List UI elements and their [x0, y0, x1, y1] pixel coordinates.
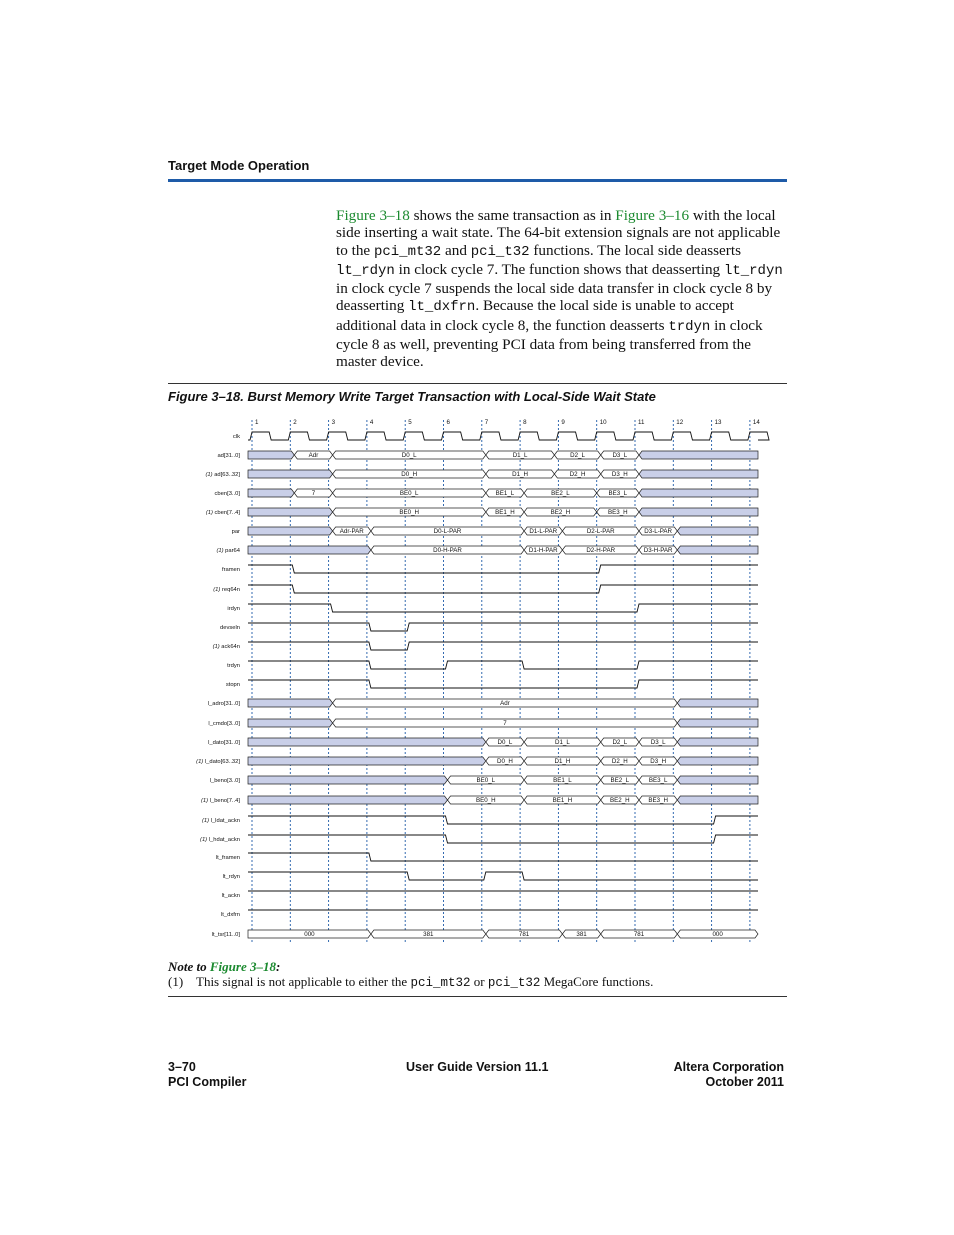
signal-waveform — [248, 872, 758, 880]
bus-value: BE3_H — [648, 797, 668, 804]
publication-date: October 2011 — [705, 1075, 784, 1089]
signal-name: clk — [232, 434, 240, 440]
bus-value: BE1_L — [495, 490, 515, 497]
note-title — [168, 959, 280, 975]
bus-value: D0_L — [401, 452, 417, 459]
bus-segment — [677, 796, 758, 804]
code: trdyn — [668, 318, 711, 335]
figure-caption: Figure 3–18. Burst Memory Write Target Transaction with Local-Side Wait State — [168, 389, 656, 404]
figure-link[interactable]: Figure 3–18 — [336, 207, 410, 224]
note-title-prefix: Note to — [168, 959, 210, 974]
bus-value: D1_L — [555, 739, 570, 746]
bus-value: 000 — [712, 931, 723, 938]
bus-value: 381 — [576, 931, 587, 938]
bus-segment — [248, 451, 294, 459]
bus-segment — [248, 527, 333, 535]
bus-segment — [639, 451, 758, 459]
signal-waveform — [248, 853, 758, 861]
bus-value: BE0_H — [475, 797, 496, 804]
signal-name: ad[31..0] — [217, 453, 240, 459]
text: MegaCore functions. — [540, 974, 654, 989]
bus-value: D0_L — [497, 739, 513, 746]
code: pci_mt32 — [410, 976, 471, 990]
text: This signal is not applicable to either the — [196, 974, 411, 989]
clock-number: 12 — [676, 419, 684, 426]
figure-link[interactable]: Figure 3–16 — [615, 207, 690, 224]
text: functions. The local side deasserts — [529, 241, 741, 259]
signal-name: l_adro[31..0] — [207, 701, 240, 707]
bus-segment — [677, 738, 758, 746]
clock-number: 13 — [714, 419, 722, 426]
clock-number: 11 — [638, 419, 645, 426]
clock-number: 14 — [752, 419, 760, 426]
bus-value: D3-H-PAR — [643, 547, 673, 554]
text: . Because the local side is unable to accept additional data in clock cycle 8, the function deasserts — [336, 297, 734, 334]
bus-value: D1_H — [512, 471, 529, 478]
bus-segment — [248, 470, 333, 478]
code: lt_rdyn — [336, 262, 395, 279]
bus-value: BE0_L — [399, 490, 419, 497]
signal-name: (1) req64n — [213, 587, 240, 593]
clock-number: 8 — [523, 419, 527, 426]
bus-value: 7 — [503, 720, 507, 727]
signal-waveform — [248, 661, 758, 669]
bus-value: Adr — [308, 452, 319, 459]
bus-segment — [248, 796, 448, 804]
signal-name: (1) l_ldat_ackn — [201, 818, 240, 824]
clock-number: 4 — [369, 419, 374, 426]
bus-value: D3_L — [612, 452, 628, 459]
bus-segment — [677, 546, 758, 554]
clock-number: 3 — [331, 419, 336, 426]
signal-waveform — [248, 816, 758, 824]
bus-value: BE3_L — [608, 490, 628, 497]
bus-value: BE2_L — [610, 777, 630, 784]
bus-value: D2_L — [570, 452, 585, 459]
bus-segment — [677, 527, 758, 535]
clock-number: 2 — [293, 419, 297, 426]
signal-name: par — [231, 529, 240, 535]
figure-bottom-rule — [168, 996, 787, 997]
signal-name: irdyn — [227, 606, 240, 612]
clock-number: 1 — [255, 419, 259, 426]
signal-waveform — [248, 835, 758, 843]
bus-segment — [248, 508, 333, 516]
bus-segment — [677, 776, 758, 784]
text: with the local side inserting a wait state. The 64-bit extension signals are not applicable to the — [336, 207, 781, 259]
code: pci_t32 — [487, 976, 541, 990]
bus-segment — [248, 546, 371, 554]
bus-value: BE2_H — [610, 797, 630, 804]
signal-name: (1) ack64n — [212, 644, 240, 650]
bus-value: D0-L-PAR — [433, 528, 462, 535]
signal-name: framen — [221, 567, 240, 573]
bus-segment — [677, 699, 758, 707]
bus-segment — [248, 699, 333, 707]
figure-link[interactable]: Figure 3–18 — [209, 959, 276, 974]
signal-name: lt_rdyn — [222, 874, 240, 880]
text: and — [441, 241, 471, 259]
text: in clock cycle 7. The function shows that deasserting — [394, 260, 724, 278]
signal-name: (1) par64 — [216, 548, 240, 554]
bus-value: BE2_H — [550, 509, 571, 516]
bus-value: 781 — [633, 931, 645, 938]
bus-value: D1-L-PAR — [529, 528, 558, 535]
signal-waveform — [248, 604, 758, 612]
signal-waveform — [248, 680, 758, 688]
figure-top-rule — [168, 383, 787, 384]
bus-value: Adr-PAR — [339, 528, 364, 535]
bus-segment — [248, 757, 486, 765]
code: lt_dxfrn — [408, 299, 476, 316]
bus-value: 381 — [423, 931, 434, 938]
signal-waveform — [248, 585, 758, 593]
bus-value: D3_H — [611, 471, 628, 478]
bus-value: D0_H — [497, 758, 513, 765]
guide-version: User Guide Version 11.1 — [406, 1060, 549, 1074]
signal-waveform — [248, 623, 758, 631]
signal-name: l_dato[31..0] — [208, 740, 240, 746]
signal-name: l_cmdo[3..0] — [208, 721, 240, 727]
text: in clock cycle 8 as well, preventing PCI data from being transferred from the master device. — [336, 316, 763, 371]
header-rule — [168, 179, 787, 182]
bus-value: BE1_H — [495, 509, 515, 516]
bus-value: BE0_H — [399, 509, 420, 516]
bus-value: D1_L — [512, 452, 528, 459]
signal-waveform — [248, 565, 758, 573]
bus-segment — [248, 719, 333, 727]
bus-segment — [248, 776, 448, 784]
bus-value: D1_H — [554, 758, 571, 765]
code: pci_mt32 — [373, 243, 442, 260]
note-item — [168, 974, 653, 990]
text: in clock cycle 7 suspends the local side data transfer in clock cycle 8 by deasserting — [336, 280, 773, 315]
text: or — [470, 974, 488, 989]
signal-name: stopn — [225, 682, 240, 688]
bus-value: BE1_L — [553, 777, 572, 784]
bus-segment — [677, 757, 758, 765]
bus-value: D2_H — [611, 758, 628, 765]
clock-number: 5 — [408, 419, 412, 426]
note-number: (1) — [168, 974, 184, 989]
clock-number: 7 — [484, 419, 489, 426]
clock-number: 9 — [561, 419, 565, 426]
bus-segment — [639, 489, 758, 497]
code: lt_rdyn — [723, 262, 783, 279]
signal-name: (1) l_beno[7..4] — [200, 798, 240, 804]
clk-waveform — [248, 432, 769, 440]
running-header: Target Mode Operation — [168, 158, 310, 173]
bus-segment — [248, 489, 294, 497]
bus-value: BE1_H — [552, 797, 573, 804]
text: shows the same transaction as in — [409, 207, 616, 224]
bus-value: 781 — [518, 931, 530, 938]
bus-segment — [248, 738, 486, 746]
signal-name: lt_dxfrn — [220, 912, 240, 918]
product-name: PCI Compiler — [168, 1075, 247, 1089]
bus-segment — [639, 470, 758, 478]
code: pci_t32 — [470, 243, 530, 260]
signal-name: (1) l_dato[63..32] — [196, 759, 240, 765]
clock-number: 10 — [599, 419, 607, 426]
bus-value: D2_L — [612, 739, 628, 746]
bus-value: D3_L — [650, 739, 666, 746]
note-title-suffix: : — [275, 959, 281, 974]
bus-value: D2-H-PAR — [586, 547, 616, 554]
company-name: Altera Corporation — [673, 1060, 784, 1074]
bus-value: D1-H-PAR — [528, 547, 558, 554]
bus-segment — [677, 719, 758, 727]
signal-name: (1) l_hdat_ackn — [200, 837, 240, 843]
bus-value: BE3_L — [648, 777, 668, 784]
bus-value: 000 — [304, 931, 315, 938]
timing-diagram — [190, 412, 770, 948]
bus-value: D2-L-PAR — [586, 528, 615, 535]
bus-value: BE2_L — [551, 490, 570, 497]
signal-name: l_beno[3..0] — [209, 778, 240, 784]
bus-value: BE0_L — [476, 777, 496, 784]
page-number: 3–70 — [168, 1060, 196, 1074]
signal-name: lt_tsr[11..0] — [211, 932, 240, 938]
bus-value: D3_H — [650, 758, 667, 765]
bus-value: D2_H — [569, 471, 586, 478]
bus-value: D3-L-PAR — [644, 528, 673, 535]
signal-name: lt_framen — [215, 855, 240, 861]
bus-value: D0-H-PAR — [433, 547, 462, 554]
signal-waveform — [248, 642, 758, 650]
signal-name: lt_ackn — [221, 893, 240, 899]
bus-value: Adr — [500, 700, 510, 707]
signal-name: devseln — [220, 625, 240, 631]
signal-name: trdyn — [227, 663, 240, 669]
signal-name: cben[3..0] — [214, 491, 240, 497]
clock-number: 6 — [446, 419, 450, 426]
body-paragraph — [336, 207, 788, 371]
bus-segment — [639, 508, 758, 516]
bus-value: 7 — [311, 490, 316, 497]
signal-name: (1) cben[7..4] — [205, 510, 240, 516]
bus-value: BE3_H — [608, 509, 628, 516]
signal-name: (1) ad[63..32] — [205, 472, 240, 478]
bus-value: D0_H — [401, 471, 418, 478]
